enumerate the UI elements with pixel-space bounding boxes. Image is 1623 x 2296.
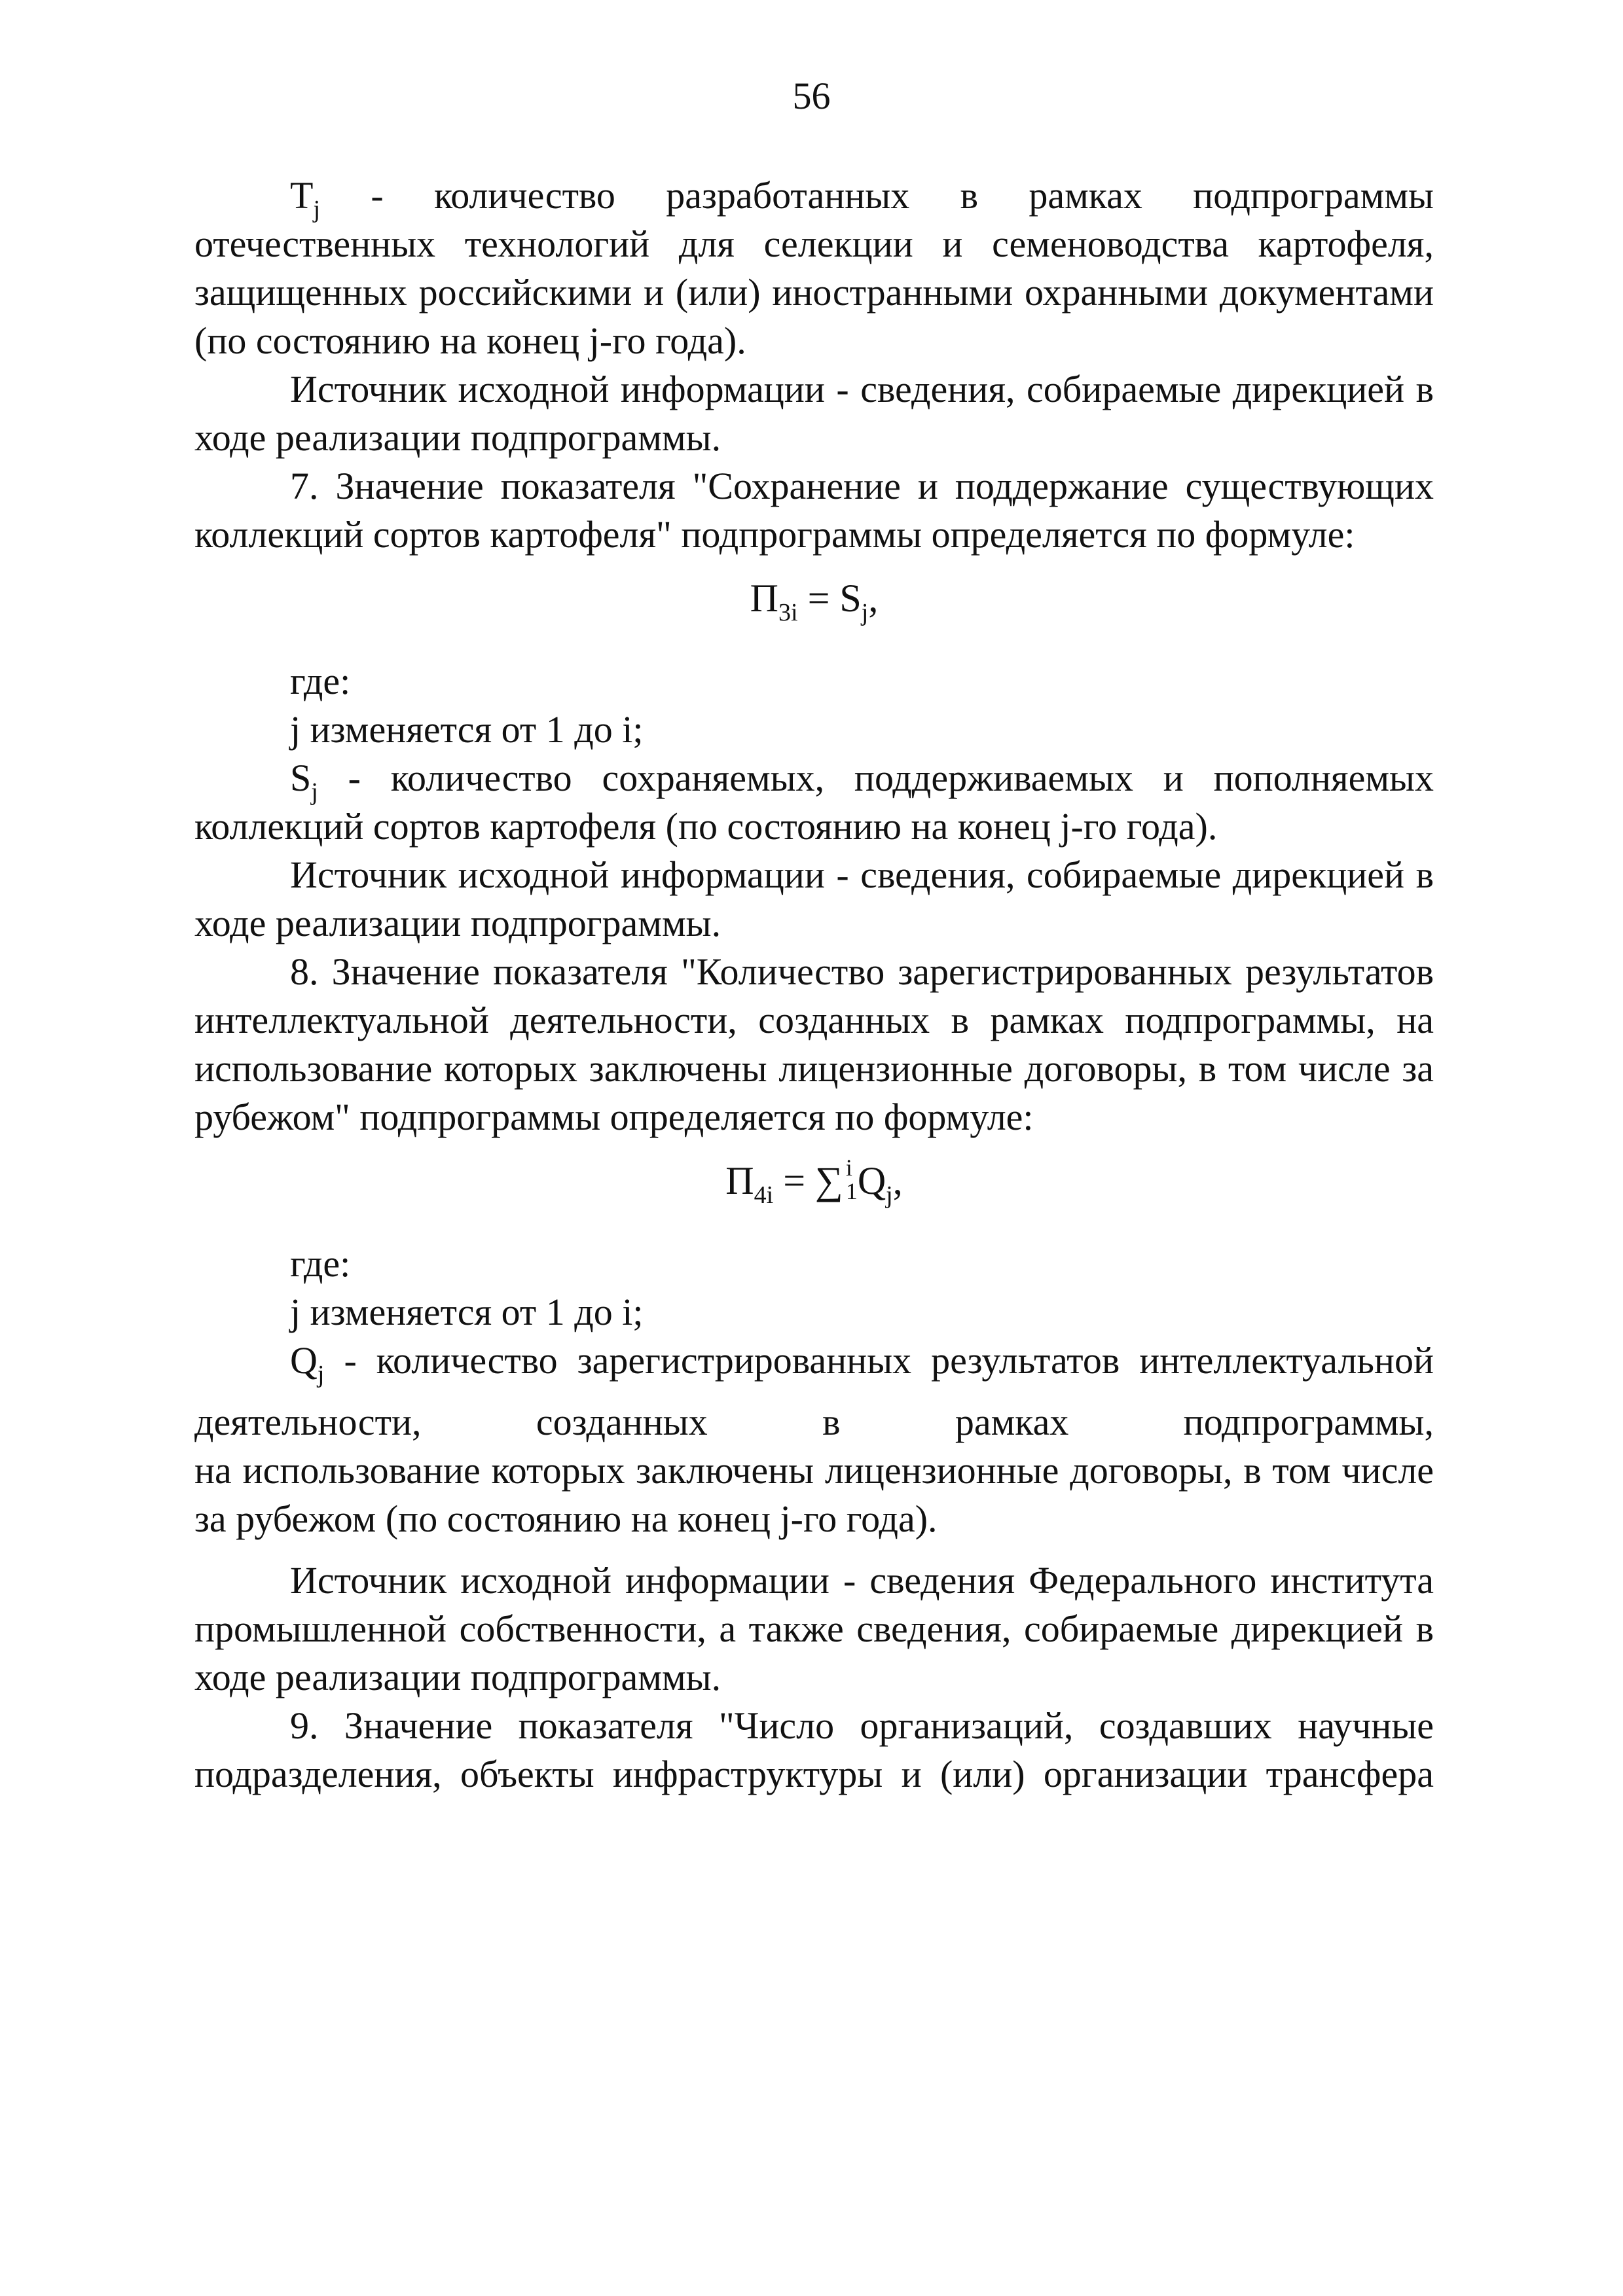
symbol-tj: $T_j$: [290, 174, 320, 223]
item-7-range: j изменяется от 1 до i;: [290, 708, 644, 751]
item-9-paragraph: 9. Значение показателя "Число организаций, создавших научные подразделения, объекты инфраструктуры и (или) организации трансфера: [194, 1704, 1434, 1795]
item-8-qj-definition-first-line: $Q_j$ - количество зарегистрированных результатов интеллектуальной: [290, 1339, 1434, 1388]
tj-definition-rest: отечественных технологий для селекции и семеноводства картофеля, защищенных российскими и (или) иностранными охранными документами (по состоянию на конец j-го года).: [194, 223, 1434, 362]
formula-p3i: $П_{3i} = S_j$,: [750, 577, 879, 626]
item-8-range: j изменяется от 1 до i;: [290, 1291, 644, 1333]
document-body: [194, 171, 1434, 1799]
item-8-qj-definition-rest: на использование которых заключены лицензионные договоры, в том числе за рубежом (по состоянию на конец j-го года).: [194, 1449, 1434, 1540]
item-8-source-paragraph: Источник исходной информации - сведения Федерального института промышленной собственности, а также сведения, собираемые дирекцией в ходе реализации подпрограммы.: [194, 1559, 1434, 1698]
item-7-source-paragraph: Источник исходной информации - сведения, собираемые дирекцией в ходе реализации подпрограммы.: [194, 853, 1434, 944]
formula-p4i: $П_{4i}$ = ∑ i 1 $Q_j$,: [725, 1155, 903, 1209]
item-7-where: где:: [290, 660, 351, 702]
tj-definition-first-line: $T_j$ - количество разработанных в рамках подпрограммы: [290, 174, 1434, 223]
item-8-where: где:: [290, 1242, 351, 1285]
item-7-paragraph: 7. Значение показателя "Сохранение и поддержание существующих коллекций сортов картофеля" подпрограммы определяется по формуле:: [194, 465, 1434, 556]
sum-icon: ∑: [815, 1159, 843, 1202]
item-7-sj-definition: $S_j$ - количество сохраняемых, поддерживаемых и пополняемых коллекций сортов картофеля (по состоянию на конец j-го года).: [194, 757, 1434, 848]
symbol-sj: $S_j$: [290, 757, 318, 806]
item-8-qj-definition-second-line: деятельности, созданных в рамках подпрограммы,: [194, 1401, 1434, 1443]
page-number: 56: [792, 75, 831, 117]
symbol-qj: $Q_j$: [290, 1339, 325, 1388]
tj-source-paragraph: Источник исходной информации - сведения, собираемые дирекцией в ходе реализации подпрограммы.: [194, 368, 1434, 459]
item-8-paragraph: 8. Значение показателя "Количество зарегистрированных результатов интеллектуальной деятельности, созданных в рамках подпрограммы, на использование которых заключены лицензионные договоры, в том числе за рубежом" подпрограммы определяется по формуле:: [194, 950, 1434, 1138]
